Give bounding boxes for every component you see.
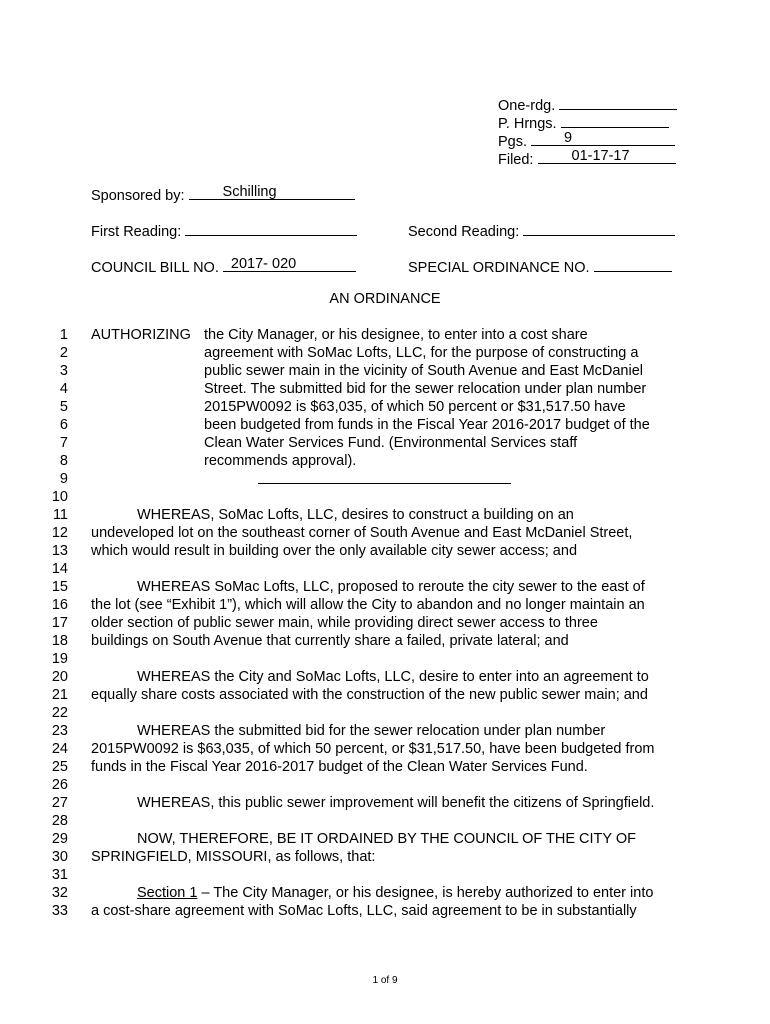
line-number: 33 (51, 903, 68, 919)
now-therefore-line-2: SPRINGFIELD, MISSOURI, as follows, that: (91, 849, 376, 865)
second-reading-label: Second Reading: (408, 224, 520, 240)
line-number: 10 (51, 489, 68, 505)
line-number: 22 (51, 705, 68, 721)
pgs-label: Pgs. (498, 134, 528, 150)
council-bill-label: COUNCIL BILL NO. (91, 260, 219, 276)
second-reading-row (408, 220, 675, 241)
line-number: 11 (52, 507, 68, 523)
special-ordinance-blank (594, 256, 672, 272)
document-title: AN ORDINANCE (329, 291, 441, 307)
sponsor-value: Schilling (222, 184, 277, 200)
line-number: 6 (59, 417, 68, 433)
line-number: 27 (51, 795, 68, 811)
now-therefore-line-1: NOW, THEREFORE, BE IT ORDAINED BY THE COUNCIL OF THE CITY OF (137, 831, 636, 847)
line-number: 25 (51, 759, 68, 775)
whereas-2-line-3: older section of public sewer main, while providing direct sewer access to three (91, 615, 598, 631)
line-number: 28 (51, 813, 68, 829)
line-number: 2 (59, 345, 68, 361)
pgs-value: 9 (564, 130, 573, 146)
section-1-heading: Section 1 (137, 885, 198, 901)
line-number: 31 (51, 867, 68, 883)
first-reading-blank (185, 220, 357, 236)
council-bill-row (91, 256, 356, 277)
line-number: 7 (59, 435, 68, 451)
line-number: 24 (51, 741, 68, 757)
section-1-text: – The City Manager, or his designee, is hereby authorized to enter into (197, 885, 654, 901)
whereas-4-line-2: 2015PW0092 is $63,035, of which 50 percent, or $31,517.50, have been budgeted from (91, 741, 655, 757)
whereas-2-line-2: the lot (see “Exhibit 1”), which will allow the City to abandon and no longer maintain an (91, 597, 645, 613)
line-number: 18 (51, 633, 68, 649)
p-hrngs-blank (561, 112, 669, 128)
sponsor-row (91, 184, 355, 205)
council-bill-blank (223, 256, 356, 272)
p-hrngs-label: P. Hrngs. (498, 116, 557, 132)
council-bill-value: 2017- 020 (230, 256, 297, 272)
authorizing-line-3: public sewer main in the vicinity of South Avenue and East McDaniel (204, 363, 644, 379)
title-divider (258, 483, 511, 484)
filed-row (498, 148, 676, 169)
line-number: 30 (51, 849, 68, 865)
line-number: 8 (59, 453, 68, 469)
authorizing-line-2: agreement with SoMac Lofts, LLC, for the purpose of constructing a (204, 345, 639, 361)
filed-value: 01-17-17 (571, 148, 630, 164)
line-number: 13 (51, 543, 68, 559)
page-footer: 1 of 9 (372, 975, 398, 986)
line-number: 21 (51, 687, 68, 703)
special-ordinance-label: SPECIAL ORDINANCE NO. (408, 260, 590, 276)
sponsor-blank (189, 184, 355, 200)
whereas-4-line-1: WHEREAS the submitted bid for the sewer relocation under plan number (137, 723, 606, 739)
line-number: 16 (51, 597, 68, 613)
line-number: 14 (51, 561, 68, 577)
line-number: 12 (51, 525, 68, 541)
line-number: 5 (59, 399, 68, 415)
one-rdg-blank (559, 94, 677, 110)
line-number: 9 (59, 471, 68, 487)
line-number: 17 (51, 615, 68, 631)
authorizing-line-6: been budgeted from funds in the Fiscal Year 2016-2017 budget of the (204, 417, 650, 433)
whereas-1-line-2: undeveloped lot on the southeast corner of South Avenue and East McDaniel Street, (91, 525, 633, 541)
line-number: 26 (51, 777, 68, 793)
first-reading-row (91, 220, 357, 241)
line-number: 29 (51, 831, 68, 847)
whereas-2-line-1: WHEREAS SoMac Lofts, LLC, proposed to reroute the city sewer to the east of (137, 579, 645, 595)
authorizing-line-1: the City Manager, or his designee, to enter into a cost share (204, 327, 588, 343)
authorizing-line-8: recommends approval). (204, 453, 357, 469)
line-number: 3 (59, 363, 68, 379)
section-1-line-2: a cost-share agreement with SoMac Lofts, LLC, said agreement to be in substantially (91, 903, 637, 919)
line-number: 20 (51, 669, 68, 685)
line-number: 23 (51, 723, 68, 739)
whereas-4-line-3: funds in the Fiscal Year 2016-2017 budget of the Clean Water Services Fund. (91, 759, 588, 775)
authorizing-line-5: 2015PW0092 is $63,035, of which 50 percent or $31,517.50 have (204, 399, 626, 415)
authorizing-word: AUTHORIZING (91, 327, 191, 343)
special-ordinance-row (408, 256, 672, 277)
whereas-3-line-2: equally share costs associated with the construction of the new public sewer main; and (91, 687, 648, 703)
whereas-1-line-1: WHEREAS, SoMac Lofts, LLC, desires to construct a building on an (137, 507, 574, 523)
whereas-2-line-4: buildings on South Avenue that currently share a failed, private lateral; and (91, 633, 569, 649)
line-number: 32 (51, 885, 68, 901)
sponsor-label: Sponsored by: (91, 188, 185, 204)
line-number: 4 (59, 381, 68, 397)
filed-blank (538, 148, 676, 164)
whereas-3-line-1: WHEREAS the City and SoMac Lofts, LLC, desire to enter into an agreement to (137, 669, 649, 685)
one-rdg-label: One-rdg. (498, 98, 556, 114)
authorizing-line-4: Street. The submitted bid for the sewer relocation under plan number (204, 381, 647, 397)
second-reading-blank (523, 220, 675, 236)
whereas-1-line-3: which would result in building over the only available city sewer access; and (91, 543, 578, 559)
line-number: 15 (51, 579, 68, 595)
whereas-5-line-1: WHEREAS, this public sewer improvement will benefit the citizens of Springfield. (137, 795, 655, 811)
line-number: 19 (51, 651, 68, 667)
pgs-blank (531, 130, 675, 146)
filed-label: Filed: (498, 152, 534, 168)
section-1-line-1 (137, 884, 653, 902)
authorizing-line-7: Clean Water Services Fund. (Environmental Services staff (204, 435, 578, 451)
line-number: 1 (59, 327, 68, 343)
first-reading-label: First Reading: (91, 224, 182, 240)
